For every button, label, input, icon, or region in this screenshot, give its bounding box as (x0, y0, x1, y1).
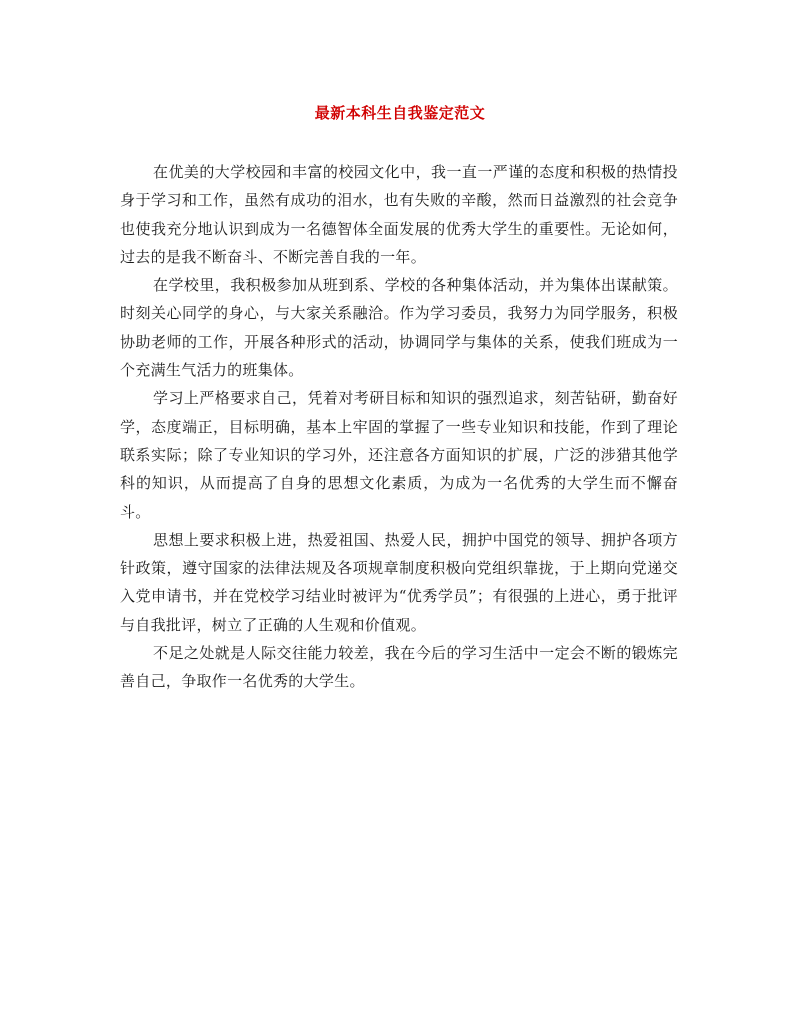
paragraph-ideology: 思想上要求积极上进，热爱祖国、热爱人民，拥护中国党的领导、拥护各项方针政策，遵守国家的法律法规及各项规章制度积极向党组织靠拢，于上期向党递交入党申请书，并在党校学习结业时被评为“优秀学员”；有很强的上进心，勇于批评与自我批评，树立了正确的人生观和价值观。 (120, 530, 678, 634)
document-body (120, 158, 678, 696)
document-title: 最新本科生自我鉴定范文 (314, 104, 486, 122)
paragraph-intro: 在优美的大学校园和丰富的校园文化中，我一直一严谨的态度和积极的热情投身于学习和工作，虽然有成功的泪水，也有失败的辛酸，然而日益激烈的社会竞争也使我充分地认识到成为一名德智体全面发展的优秀大学生的重要性。无论如何，过去的是我不断奋斗、不断完善自我的一年。 (120, 163, 678, 266)
paragraph-school-activities: 在学校里，我积极参加从班到系、学校的各种集体活动，并为集体出谋献策。时刻关心同学的身心，与大家关系融洽。作为学习委员，我努力为同学服务，积极协助老师的工作，开展各种形式的活动，协调同学与集体的关系，使我们班成为一个充满生气活力的班集体。 (120, 276, 678, 380)
paragraph-shortcomings: 不足之处就是人际交往能力较差，我在今后的学习生活中一定会不断的锻炼完善自己，争取作一名优秀的大学生。 (120, 644, 678, 691)
paragraph-study: 学习上严格要求自己，凭着对考研目标和知识的强烈追求，刻苦钻研，勤奋好学，态度端正，目标明确，基本上牢固的掌握了一些专业知识和技能，作到了理论联系实际；除了专业知识的学习外，还注意各方面知识的扩展，广泛的涉猎其他学科的知识，从而提高了自身的思想文化素质，为成为一名优秀的大学生而不懈奋斗。 (120, 389, 678, 521)
